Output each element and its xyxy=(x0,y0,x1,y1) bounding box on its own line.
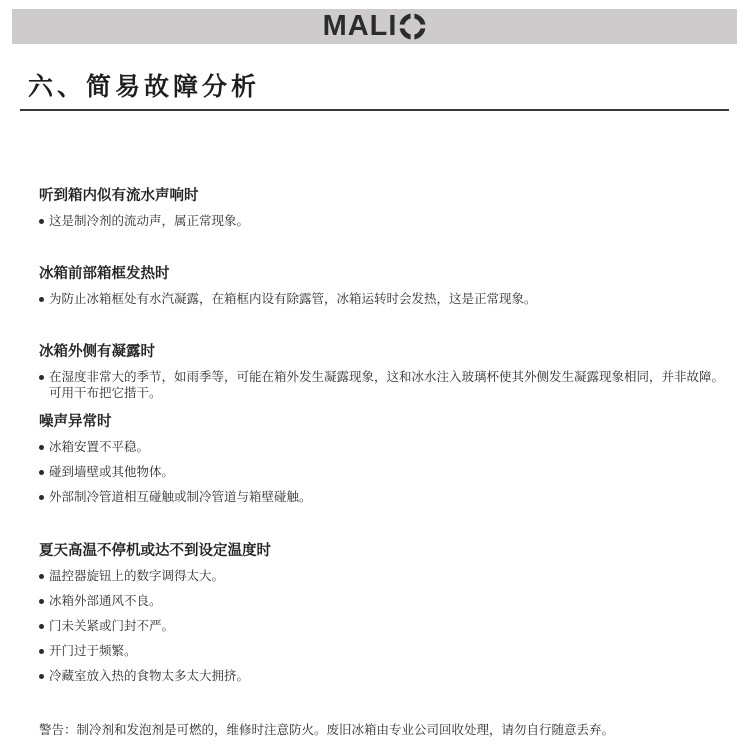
list-item-text: 碰到墙壁或其他物体。 xyxy=(49,464,175,479)
bullet-icon xyxy=(39,574,44,579)
section-heading: 听到箱内似有流水声响时 xyxy=(39,188,199,204)
bullet-icon xyxy=(39,445,44,450)
list-item-text: 在湿度非常大的季节，如雨季等，可能在箱外发生凝露现象，这和冰水注入玻璃杯使其外侧发生凝露现象相同，并非故障。可用干布把它揩干。 xyxy=(49,369,725,400)
list-item xyxy=(39,668,729,684)
list-item xyxy=(39,369,729,401)
bullet-icon xyxy=(39,495,44,500)
bullet-icon xyxy=(39,599,44,604)
list-item-text: 冷藏室放入热的食物太多太大拥挤。 xyxy=(49,668,250,683)
section-frame-heating xyxy=(39,264,729,307)
list-item-text: 冰箱外部通风不良。 xyxy=(49,593,162,608)
list-item xyxy=(39,489,729,505)
bullet-icon xyxy=(39,219,44,224)
section-heading: 冰箱前部箱框发热时 xyxy=(39,266,170,282)
bullet-icon xyxy=(39,649,44,654)
section-summer-high-temp xyxy=(39,541,729,684)
section-exterior-condensation xyxy=(39,342,729,401)
list-item xyxy=(39,568,729,584)
brand-logo xyxy=(323,12,427,41)
section-heading: 夏天高温不停机或达不到设定温度时 xyxy=(39,543,271,559)
list-item xyxy=(39,464,729,480)
logo-o-icon xyxy=(399,13,426,40)
section-title: 六、简易故障分析 xyxy=(28,72,261,101)
section-heading: 噪声异常时 xyxy=(39,414,112,430)
title-divider xyxy=(20,109,729,111)
warning-text: 警告：制冷剂和发泡剂是可燃的，维修时注意防火。废旧冰箱由专业公司回收处理，请勿自行随意丢弃。 xyxy=(39,722,615,737)
bullet-icon xyxy=(39,375,44,380)
list-item-text: 冰箱安置不平稳。 xyxy=(49,439,150,454)
list-item xyxy=(39,643,729,659)
brand-name: MALI xyxy=(322,10,398,42)
section-water-flow-sound xyxy=(39,186,729,229)
list-item xyxy=(39,593,729,609)
list-item-text: 开门过于频繁。 xyxy=(49,643,137,658)
list-item xyxy=(39,618,729,634)
bullet-icon xyxy=(39,674,44,679)
list-item-text: 温控器旋钮上的数字调得太大。 xyxy=(49,568,225,583)
list-item xyxy=(39,439,729,455)
section-heading: 冰箱外侧有凝露时 xyxy=(39,344,155,360)
section-abnormal-noise xyxy=(39,412,729,505)
list-item xyxy=(39,291,729,307)
bullet-icon xyxy=(39,297,44,302)
bullet-icon xyxy=(39,470,44,475)
list-item-text: 门未关紧或门封不严。 xyxy=(49,618,175,633)
list-item-text: 外部制冷管道相互碰触或制冷管道与箱壁碰触。 xyxy=(49,489,312,504)
list-item-text: 为防止冰箱框处有水汽凝露，在箱框内设有除露管，冰箱运转时会发热，这是正常现象。 xyxy=(49,291,537,306)
list-item-text: 这是制冷剂的流动声，属正常现象。 xyxy=(49,213,250,228)
list-item xyxy=(39,213,729,229)
bullet-icon xyxy=(39,624,44,629)
header-bar xyxy=(12,9,737,44)
